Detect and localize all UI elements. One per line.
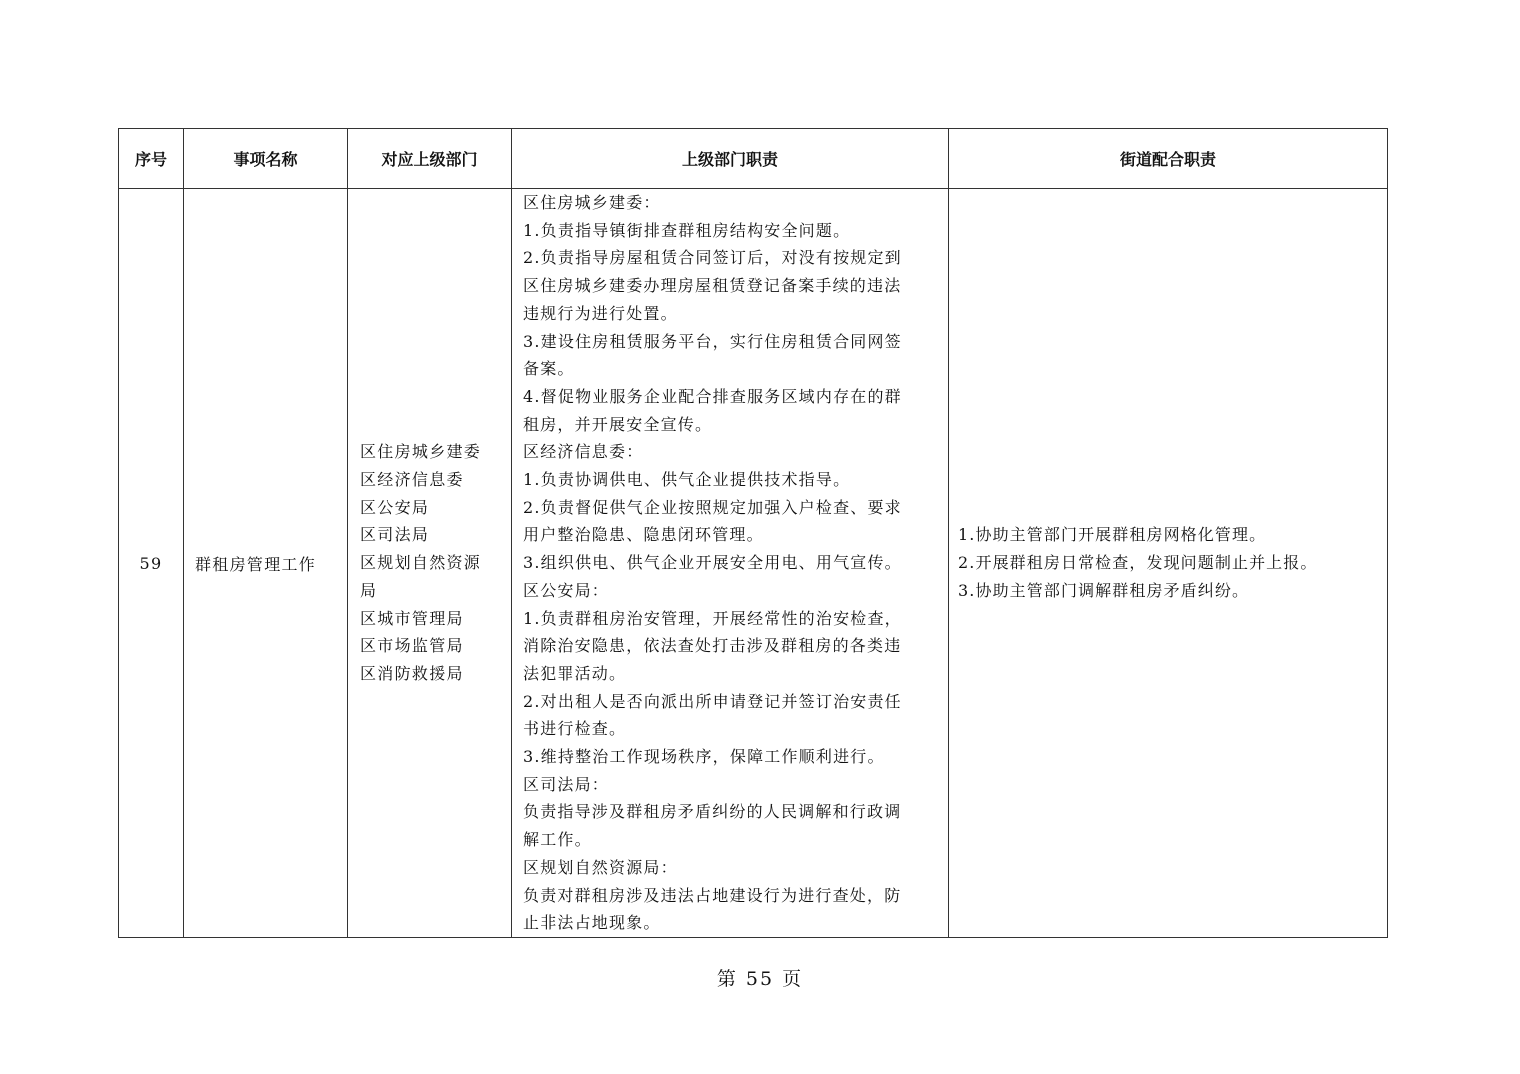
department-line: 区城市管理局	[360, 608, 464, 628]
cell-street-duties	[949, 189, 1388, 938]
table-row	[119, 189, 1388, 938]
header-departments: 对应上级部门	[348, 129, 512, 189]
duty-line: 止非法占地现象。	[523, 913, 661, 933]
duty-line: 租房，并开展安全宣传。	[523, 414, 713, 434]
duty-line: 用户整治隐患、隐患闭环管理。	[523, 525, 764, 545]
street-duty-line: 3.协助主管部门调解群租房矛盾纠纷。	[958, 580, 1250, 600]
header-department-duties: 上级部门职责	[512, 129, 949, 189]
page-number: 第 55 页	[716, 968, 804, 990]
duty-line: 区规划自然资源局：	[523, 857, 678, 877]
duty-line: 4.督促物业服务企业配合排查服务区域内存在的群	[523, 386, 902, 406]
department-line: 区经济信息委	[360, 470, 464, 490]
duty-line: 区住房城乡建委办理房屋租赁登记备案手续的违法	[523, 276, 902, 296]
duty-line: 3.建设住房租赁服务平台，实行住房租赁合同网签	[523, 331, 902, 351]
duty-line: 3.组织供电、供气企业开展安全用电、用气宣传。	[523, 553, 902, 573]
header-item-name: 事项名称	[184, 129, 348, 189]
duty-line: 3.维持整治工作现场秩序，保障工作顺利进行。	[523, 747, 885, 767]
duty-line: 2.对出租人是否向派出所申请登记并签订治安责任	[523, 691, 902, 711]
street-duty-line: 2.开展群租房日常检查，发现问题制止并上报。	[958, 553, 1318, 573]
header-street-duties: 街道配合职责	[949, 129, 1388, 189]
duty-line: 备案。	[523, 359, 575, 379]
responsibility-table	[118, 128, 1388, 938]
duty-line: 负责对群租房涉及违法占地建设行为进行查处，防	[523, 885, 902, 905]
cell-serial-no: 59	[119, 189, 184, 938]
duty-line: 1.负责群租房治安管理，开展经常性的治安检查，	[523, 608, 902, 628]
cell-item-name: 群租房管理工作	[184, 189, 348, 938]
duty-line: 1.负责指导镇街排查群租房结构安全问题。	[523, 220, 851, 240]
department-line: 区住房城乡建委	[360, 442, 482, 462]
cell-department-duties	[512, 189, 949, 938]
duty-line: 2.负责督促供气企业按照规定加强入户检查、要求	[523, 497, 902, 517]
department-line: 区公安局	[360, 497, 430, 517]
duty-line: 区司法局：	[523, 774, 610, 794]
duty-line: 区经济信息委：	[523, 442, 644, 462]
street-duties-list	[949, 521, 1387, 604]
department-line: 区市场监管局	[360, 636, 464, 656]
duty-line: 法犯罪活动。	[523, 663, 627, 683]
duty-line: 2.负责指导房屋租赁合同签订后，对没有按规定到	[523, 248, 902, 268]
department-line: 区司法局	[360, 525, 430, 545]
duty-line: 负责指导涉及群租房矛盾纠纷的人民调解和行政调	[523, 802, 902, 822]
cell-departments	[348, 189, 512, 938]
department-line: 局	[360, 580, 378, 600]
duty-line: 1.负责协调供电、供气企业提供技术指导。	[523, 470, 851, 490]
duty-line: 解工作。	[523, 830, 592, 850]
duty-line: 书进行检查。	[523, 719, 627, 739]
duty-line: 区住房城乡建委：	[523, 193, 661, 212]
header-serial-no: 序号	[119, 129, 184, 189]
table-header-row	[119, 129, 1388, 189]
street-duty-line: 1.协助主管部门开展群租房网格化管理。	[958, 525, 1267, 545]
departments-list	[348, 438, 511, 687]
department-line: 区规划自然资源	[360, 553, 482, 573]
department-line: 区消防救援局	[360, 663, 464, 683]
duty-line: 违规行为进行处置。	[523, 303, 678, 323]
duties-list	[512, 189, 948, 937]
duty-line: 消除治安隐患，依法查处打击涉及群租房的各类违	[523, 636, 902, 656]
duty-line: 区公安局：	[523, 580, 610, 600]
